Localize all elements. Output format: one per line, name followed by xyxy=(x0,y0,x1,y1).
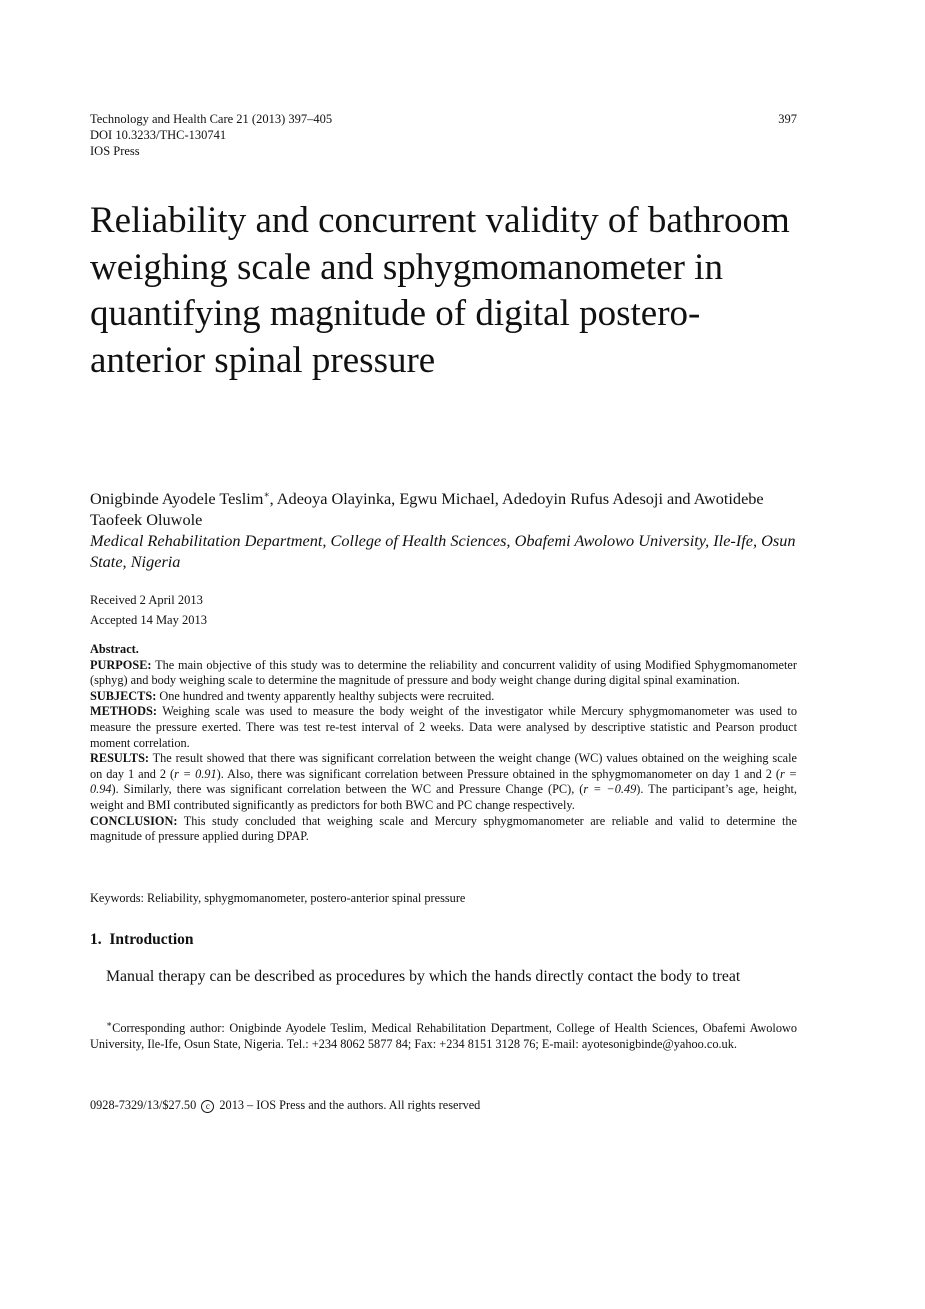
abstract-heading: Abstract. xyxy=(90,642,139,656)
abstract xyxy=(90,642,797,845)
copyright-line xyxy=(90,1097,797,1113)
abstract-subjects xyxy=(90,689,797,705)
author-list xyxy=(90,488,797,530)
copyright-text: 2013 – IOS Press and the authors. All rights reserved xyxy=(219,1098,481,1112)
footnote-text: Corresponding author: Onigbinde Ayodele Teslim, Medical Rehabilitation Department, College of Health Sciences, Obafemi Awolowo University, Ile-Ife, Osun State, Nigeria. Tel.: +234 8062 5877 84; Fax: +234 8151 3128 76; E-mail: ayotesonigbinde@yahoo.co.uk. xyxy=(90,1021,797,1051)
section-heading xyxy=(90,930,797,950)
correlation-2: r = 0.94 xyxy=(90,766,797,797)
correlation-3: r = −0.49 xyxy=(583,782,637,797)
conclusion-label: CONCLUSION: xyxy=(90,813,178,828)
abstract-conclusion xyxy=(90,814,797,845)
results-text-1: The result showed that there was significant correlation between the weight change (WC) values obtained on the weighing scale on day 1 and 2 ( xyxy=(90,751,797,781)
results-text-2: ). Also, there was significant correlation between Pressure obtained in the sphygmomanometer on day 1 and 2 ( xyxy=(216,766,780,781)
methods-label: METHODS: xyxy=(90,704,157,719)
subjects-text: One hundred and twenty apparently healthy subjects were recruited. xyxy=(156,688,495,703)
conclusion-text: This study concluded that weighing scale and Mercury sphygmomanometer are reliable and valid to determine the magnitude of pressure applied during DPAP. xyxy=(90,813,797,844)
journal-citation: Technology and Health Care 21 (2013) 397–405 xyxy=(90,112,333,126)
accepted-date: Accepted 14 May 2013 xyxy=(90,613,207,627)
section-number: 1. xyxy=(90,931,102,948)
other-authors: , Adeoya Olayinka, Egwu Michael, Adedoyin Rufus Adesoji and Awotidebe Taofeek Oluwole xyxy=(90,489,764,529)
footnote-mark: ∗ xyxy=(106,1018,113,1029)
first-author: Onigbinde Ayodele Teslim xyxy=(90,489,264,508)
affiliation: Medical Rehabilitation Department, College of Health Sciences, Obafemi Awolowo University, Ile-Ife, Osun State, Nigeria xyxy=(90,531,796,571)
corresponding-author-footnote xyxy=(90,1020,797,1052)
subjects-label: SUBJECTS: xyxy=(90,688,157,703)
paper-title: Reliability and concurrent validity of bathroom weighing scale and sphygmomanometer in quantifying magnitude of digital postero-anterior spinal pressure xyxy=(90,200,790,381)
abstract-methods xyxy=(90,704,797,751)
intro-paragraph: Manual therapy can be described as procedures by which the hands directly contact the body to treat xyxy=(106,968,741,985)
corresponding-author-mark: ∗ xyxy=(263,489,270,500)
issn-price: 0928-7329/13/$27.50 xyxy=(90,1098,197,1112)
results-text-3: ). Similarly, there was significant correlation between the WC and Pressure Change (PC), ( xyxy=(111,782,584,797)
copyright-icon: c xyxy=(201,1100,214,1113)
abstract-results xyxy=(90,751,797,813)
page-number: 397 xyxy=(778,112,797,126)
abstract-purpose xyxy=(90,658,797,689)
keywords: Keywords: Reliability, sphygmomanometer, postero-anterior spinal pressure xyxy=(90,891,466,905)
section-title: Introduction xyxy=(109,931,194,948)
methods-text: Weighing scale was used to measure the body weight of the investigator while Mercury sphygmomanometer was used to measure the pressure exerted. There was test re-test interval of 2 weeks. Data were analysed by descriptive statistic and Pearson product moment correlation. xyxy=(90,704,797,750)
results-text-4: ). The participant’s age, height, weight and BMI contributed significantly as predictors for both BWC and PC change respectively. xyxy=(90,782,797,812)
running-header xyxy=(90,111,797,159)
correlation-1: r = 0.91 xyxy=(174,766,217,781)
purpose-label: PURPOSE: xyxy=(90,657,152,672)
results-label: RESULTS: xyxy=(90,751,150,766)
received-date: Received 2 April 2013 xyxy=(90,593,203,607)
submission-dates xyxy=(90,590,797,630)
publisher: IOS Press xyxy=(90,144,140,158)
purpose-text: The main objective of this study was to determine the reliability and concurrent validity of using Modified Sphygmomanometer (sphyg) and body weighing scale to determine the magnitude of pressure and body weight change during digital spinal examination. xyxy=(90,657,797,688)
doi: DOI 10.3233/THC-130741 xyxy=(90,128,227,142)
